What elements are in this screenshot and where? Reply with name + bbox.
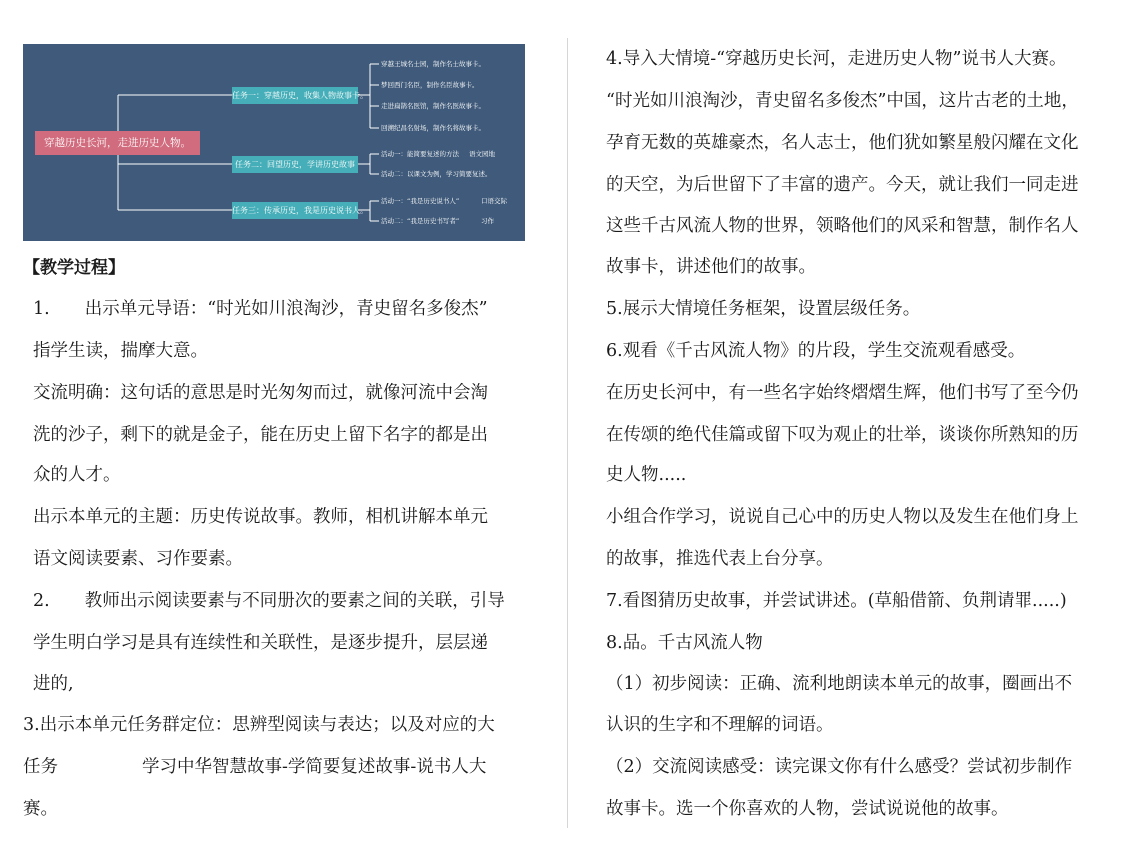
mindmap-task-1-item: 梦回西门名臣，制作名臣故事卡。 [381,81,479,89]
paragraph-line: 出示本单元的主题：历史传说故事。教师，相机讲解本单元 [33,507,488,527]
paragraph-line: 孕育无数的英雄豪杰，名人志士，他们犹如繁星般闪耀在文化 [606,133,1079,153]
mindmap-task-2: 任务二：回望历史，学讲历史故事 [232,156,358,173]
paragraph-line: 史人物..... [606,465,687,485]
mindmap-task-1-item: 走进扁鹊名医馆，制作名医故事卡。 [381,102,485,110]
paragraph-line: 4.导入大情境-“穿越历史长河，走进历史人物”说书人大赛。 [606,49,1067,69]
paragraph-line: 2. 教师出示阅读要素与不同册次的要素之间的关联，引导 [33,591,505,611]
mindmap-task-1: 任务一：穿越历史，收集人物故事卡。 [232,87,358,104]
paragraph-line: 进的, [33,674,74,694]
mindmap-diagram [23,44,525,241]
paragraph-line: 小组合作学习，说说自己心中的历史人物以及发生在他们身上 [606,507,1079,527]
mindmap-task-3: 任务三：传承历史，我是历史说书人。 [232,202,358,219]
paragraph-line: 认识的生字和不理解的词语。 [606,715,834,735]
paragraph-line: （2）交流阅读感受：读完课文你有什么感受？尝试初步制作 [606,757,1073,777]
mindmap-task-1-item: 回溯纪昌名射场，制作名将故事卡。 [381,124,485,132]
paragraph-line: 交流明确：这句话的意思是时光匆匆而过，就像河流中会淘 [33,383,488,403]
task-line-text: 学习中华智慧故事-学简要复述故事-说书人大 [142,757,487,777]
task-word: 任务 [23,757,58,777]
paragraph-line [23,756,486,778]
paragraph-line: 赛。 [23,799,58,819]
paragraph-line: “时光如川浪淘沙，青史留名多俊杰”中国，这片古老的土地， [606,91,1079,111]
mindmap-task-3-activity-tag: 口语交际 [481,197,507,205]
paragraph-line: 3.出示本单元任务群定位：思辨型阅读与表达；以及对应的大 [23,715,495,735]
paragraph-line: 在历史长河中，有一些名字始终熠熠生辉，他们书写了至今仍 [606,383,1079,403]
paragraph-line: 这些千古风流人物的世界，领略他们的风采和智慧，制作名人 [606,216,1079,236]
paragraph-line: 学生明白学习是具有连续性和关联性，是逐步提升，层层递 [33,633,488,653]
paragraph-line: （1）初步阅读：正确、流利地朗读本单元的故事，圈画出不 [606,674,1073,694]
paragraph-line: 的故事，推选代表上台分享。 [606,549,834,569]
paragraph-line: 洗的沙子，剩下的就是金子，能在历史上留下名字的都是出 [33,425,488,445]
mindmap-task-3-activity: 活动一：“我是历史说书人” [381,197,460,205]
paragraph-line: 8.品。千古风流人物 [606,633,763,653]
paragraph-line: 故事卡，讲述他们的故事。 [606,257,816,277]
paragraph-line: 5.展示大情境任务框架，设置层级任务。 [606,299,921,319]
mindmap-task-2-activity: 活动一：能简要复述的方法 [381,150,459,158]
mindmap-task-3-activity: 活动二：“我是历史书写者” [381,217,460,225]
paragraph-line: 在传颂的绝代佳篇或留下叹为观止的壮举，谈谈你所熟知的历 [606,425,1079,445]
paragraph-line: 故事卡。选一个你喜欢的人物，尝试说说他的故事。 [606,799,1009,819]
mindmap-task-1-item: 穿越王城名士园，制作名士故事卡。 [381,60,485,68]
paragraph-line: 指学生读，揣摩大意。 [33,341,208,361]
mindmap-task-2-activity-tag: 语文园地 [469,150,495,158]
mindmap-root-node: 穿越历史长河，走进历史人物。 [35,131,200,155]
paragraph-line: 语文阅读要素、习作要素。 [33,549,243,569]
paragraph-line: 的天空，为后世留下了丰富的遗产。今天，就让我们一同走进 [606,175,1079,195]
paragraph-line: 6.观看《千古风流人物》的片段，学生交流观看感受。 [606,341,1026,361]
paragraph-line: 7.看图猜历史故事，并尝试讲述。(草船借箭、负荆请罪.....) [606,591,1067,611]
column-divider [567,38,568,828]
mindmap-task-2-activity: 活动二：以课文为例，学习简要复述。 [381,170,492,178]
paragraph-line: 1. 出示单元导语：“时光如川浪淘沙，青史留名多俊杰” [33,299,488,319]
section-heading: 【教学过程】 [23,258,125,278]
paragraph-line: 众的人才。 [33,465,121,485]
mindmap-task-3-activity-tag: 习作 [481,217,494,225]
